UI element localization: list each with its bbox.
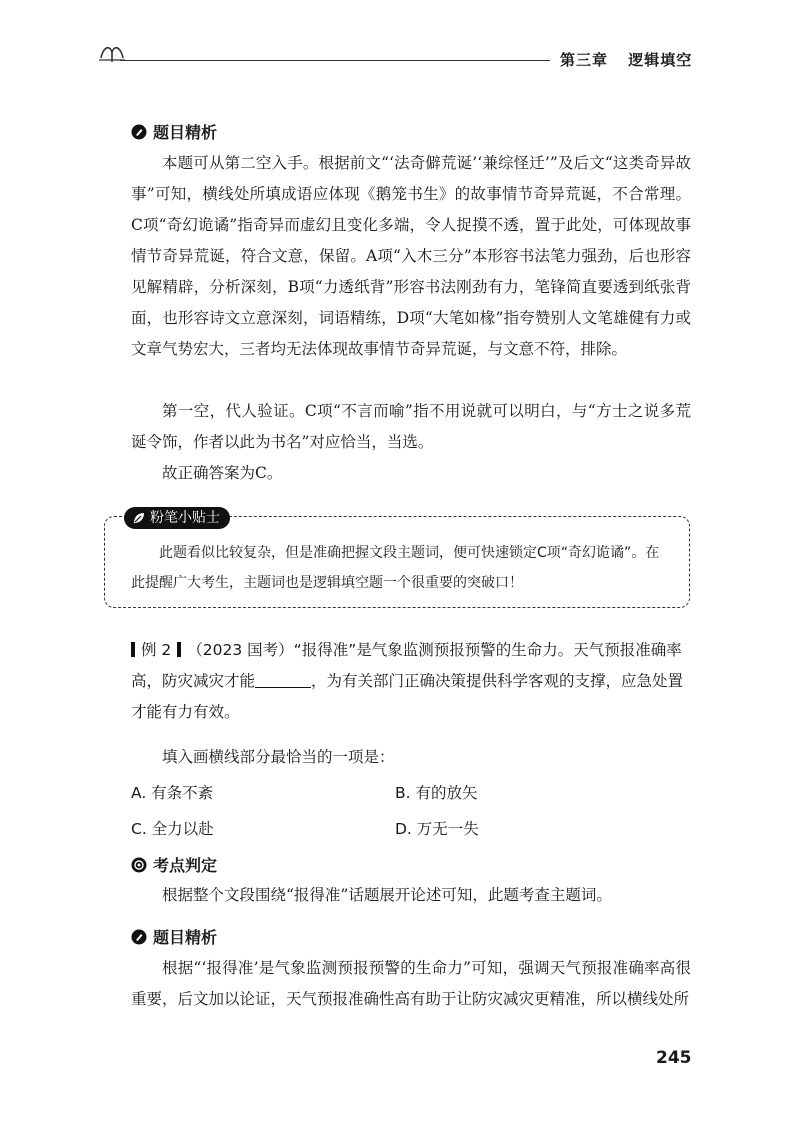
kaodian-heading [131,853,217,876]
analysis-heading-1 [131,120,217,143]
analysis-heading-text: 题目精析 [153,123,218,142]
example-bar-left [131,642,135,657]
option-b: B. 有的放矢 [395,784,478,802]
page-number: 245 [656,1048,692,1068]
option-a: A. 有条不紊 [131,784,214,802]
tip-text: 此题看似比较复杂，但是准确把握文段主题词，便可快速锁定C项“奇幻诡谲”。在此提醒广大考生，主题词也是逻辑填空题一个很重要的突破口！ [131,545,660,591]
chapter-label: 第三章 [560,51,609,69]
section-label: 逻辑填空 [628,51,693,69]
pen-circle-icon [131,124,147,140]
example-tag: 例 2 [141,641,172,659]
tip-label-text: 粉笔小贴士 [150,510,220,526]
analysis-paragraph-3: 故正确答案为C。 [162,464,283,482]
example-stem [131,635,691,728]
example-source: （2023 国考） [187,641,294,659]
leaf-icon [132,511,146,525]
example-text-after: ，为有关部门正确决策提供科学客观的支撑，应急处置才能有力有效。 [131,672,684,721]
kaodian-text: 根据整个文段围绕“报得准”话题展开论述可知，此题考查主题词。 [162,886,612,904]
example-text-before: “报得准”是气象监测预报预警的生命力。天气预报准确率高，防灾减灾才能 [131,641,682,690]
example-question: 填入画横线部分最恰当的一项是： [162,748,395,766]
analysis-2-text: 根据“‘报得准’是气象监测预报预警的生命力”可知，强调天气预报准确率高很重要，后文加以论证，天气预报准确性高有助于让防灾减灾更精准，所以横线处所 [131,959,691,1008]
target-icon [131,857,147,873]
tip-label [124,507,230,529]
option-d: D. 万无一失 [395,820,479,838]
analysis-paragraph-2: 第一空，代人验证。C项“不言而喻”指不用说就可以明白，与“方士之说多荒诞令饰，作者以此为书名”对应恰当，当选。 [131,402,691,451]
answer-blank [255,673,311,688]
header-rule [120,60,550,61]
analysis-heading-2 [131,925,217,948]
chapter-header [560,49,692,70]
analysis-paragraph-1: 本题可从第二空入手。根据前文“‘法奇僻荒诞’‘兼综怪迁’”及后文“这类奇异故事”可知，横线处所填成语应体现《鹅笼书生》的故事情节奇异荒诞，不合常理。C项“奇幻诡谲”指奇异而虚幻且变化多端，令人捉摸不透，置于此处，可体现故事情节奇异荒诞，符合文意，保留。A项“入木三分”本形容书法笔力强劲，后也形容见解精辟，分析深刻，B项“力透纸背”形容书法刚劲有力，笔锋简直要透到纸张背面，也形容诗文立意深刻，词语精练，D项“大笔如椽”指夸赞别人文笔雄健有力或文章气势宏大，三者均无法体现故事情节奇异荒诞，与文意不符，排除。 [131,154,691,358]
pen-circle-icon [131,929,147,945]
analysis-heading-text-2: 题目精析 [153,928,218,947]
kaodian-heading-text: 考点判定 [153,856,218,875]
option-c: C. 全力以赴 [131,820,214,838]
example-bar-right [177,642,181,657]
